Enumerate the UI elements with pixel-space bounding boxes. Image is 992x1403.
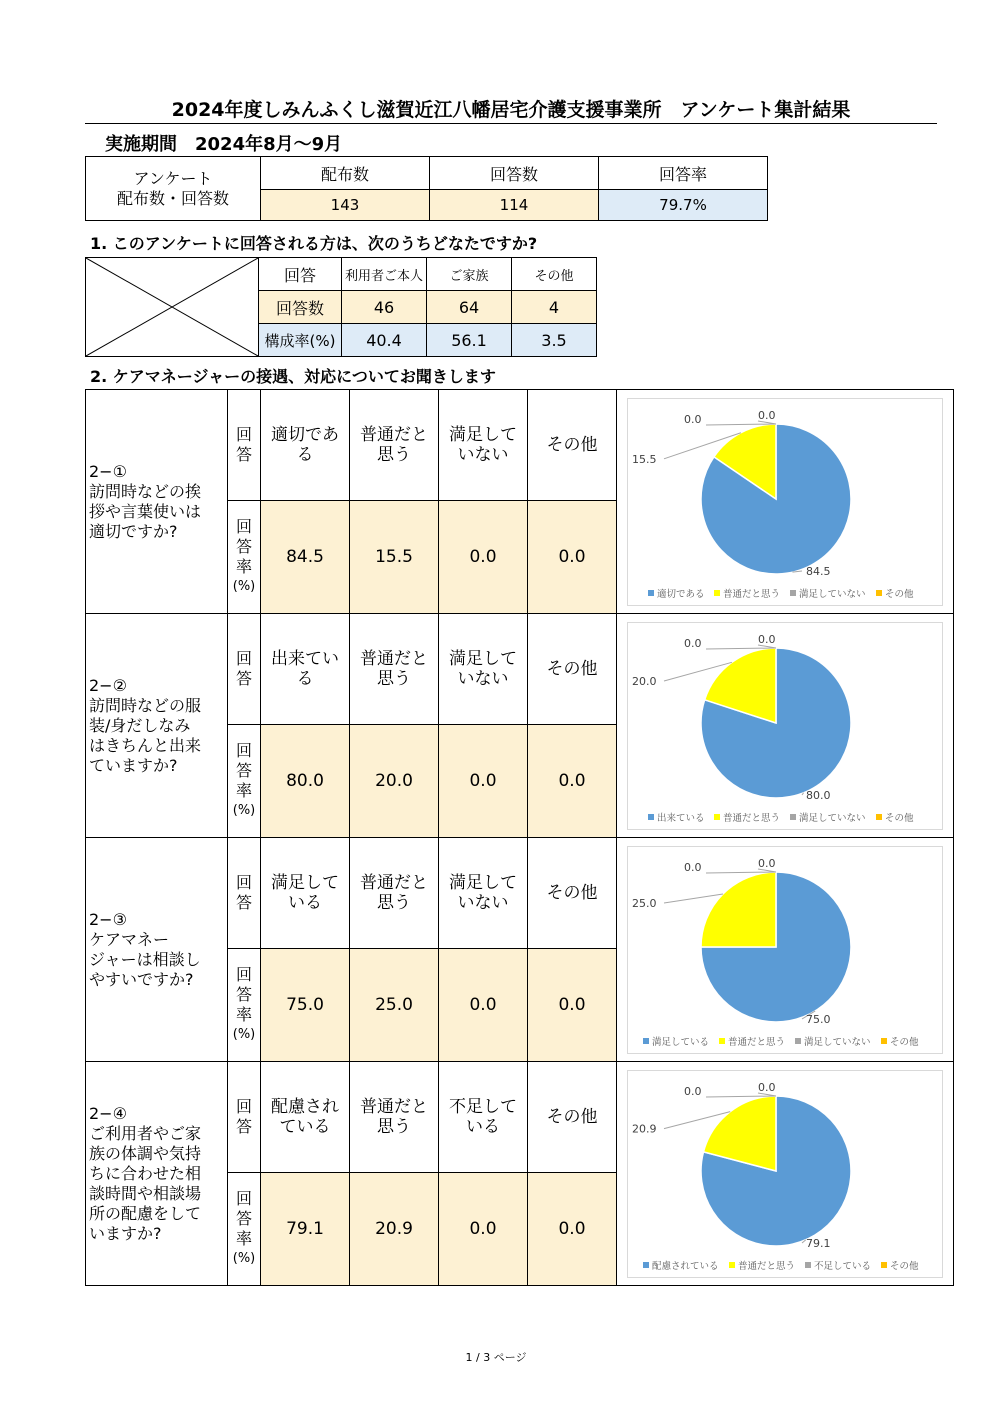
question-line: ケアマネー <box>89 929 170 949</box>
value-distributed: 143 <box>261 190 430 221</box>
rate-value: 20.9 <box>350 1173 439 1286</box>
data-label: 84.5 <box>806 564 831 578</box>
legend-swatch <box>805 1262 811 1268</box>
rate-label-line: 答 <box>235 537 252 556</box>
pie-slice <box>701 872 776 947</box>
option-text: 思う <box>377 893 411 913</box>
q1-table <box>85 257 597 357</box>
question-line: ちに合わせた相 <box>89 1163 202 1183</box>
header-response-rate: 回答率 <box>599 157 768 190</box>
q2-question-3 <box>86 838 228 1062</box>
answer-label-line: 答 <box>235 669 252 688</box>
data-label: 0.0 <box>684 1084 702 1098</box>
option-header <box>261 1062 350 1173</box>
legend-label: 出来ている <box>657 812 705 824</box>
option-header <box>528 1062 617 1173</box>
legend-swatch <box>729 1262 735 1268</box>
question-line: やすいですか? <box>89 969 194 989</box>
value-responses: 114 <box>430 190 599 221</box>
option-text: その他 <box>546 659 598 679</box>
data-label: 20.9 <box>632 1122 657 1136</box>
answer-label <box>228 838 261 949</box>
cross-mark-icon <box>86 258 258 356</box>
legend-label: 普通だと思う <box>723 588 781 600</box>
pie-chart-3 <box>627 846 943 1054</box>
option-header <box>439 838 528 949</box>
legend-label: 普通だと思う <box>728 1036 786 1048</box>
rate-value: 15.5 <box>350 501 439 614</box>
legend-swatch <box>790 814 796 820</box>
page-title: 2024年度しみんふくし滋賀近江八幡居宅介護支援事業所 アンケート集計結果 <box>171 99 851 121</box>
pie-chart-cell <box>617 390 954 614</box>
rate-value: 79.1 <box>261 1173 350 1286</box>
pie-chart-2 <box>627 622 943 830</box>
legend-label: 満足していない <box>804 1036 871 1048</box>
rate-value: 75.0 <box>261 949 350 1062</box>
rate-label <box>228 1173 261 1286</box>
page-footer: 1 / 3 ページ <box>465 1351 527 1364</box>
question-line: 所の配慮をして <box>89 1203 202 1223</box>
data-label: 0.0 <box>758 632 776 646</box>
rate-value: 0.0 <box>528 725 617 838</box>
data-label: 0.0 <box>758 1080 776 1094</box>
legend-label: 満足していない <box>799 588 866 600</box>
rate-label-line: 回 <box>235 1189 252 1208</box>
legend-label: 不足している <box>814 1260 872 1272</box>
q2-title: 2. ケアマネージャーの接遇、対応についてお聞きします <box>90 367 496 386</box>
leader-line <box>664 893 723 902</box>
question-line: 適切ですか? <box>89 521 178 541</box>
answer-label <box>228 390 261 501</box>
data-label: 15.5 <box>632 452 657 466</box>
data-label: 80.0 <box>806 788 831 802</box>
distribution-label-line1: アンケート <box>133 168 213 188</box>
q1-option-self: 利用者ご本人 <box>342 258 427 291</box>
question-line: 2−④ <box>89 1103 127 1123</box>
question-line: ていますか? <box>89 755 178 775</box>
legend-swatch <box>714 590 720 596</box>
title-divider <box>85 123 937 124</box>
legend-label: 普通だと思う <box>738 1260 796 1272</box>
legend-swatch <box>648 590 654 596</box>
rate-value: 0.0 <box>528 1173 617 1286</box>
question-line: 談時間や相談場 <box>89 1183 202 1203</box>
option-header <box>439 614 528 725</box>
question-line: 訪問時などの挨 <box>89 481 202 501</box>
option-header <box>261 838 350 949</box>
answer-label-line: 答 <box>235 445 252 464</box>
legend-swatch <box>795 1038 801 1044</box>
legend-swatch <box>881 1262 887 1268</box>
legend-label: 適切である <box>657 588 705 600</box>
data-label: 79.1 <box>806 1236 831 1250</box>
rate-label-line: 率 <box>235 557 252 576</box>
answer-label-line: 回 <box>235 873 252 892</box>
option-text: る <box>296 669 314 689</box>
rate-value: 0.0 <box>439 949 528 1062</box>
question-line: ジャーは相談し <box>89 949 201 969</box>
q1-rate-family: 56.1 <box>427 324 512 357</box>
legend-swatch <box>719 1038 725 1044</box>
option-header <box>261 614 350 725</box>
legend-label: その他 <box>885 588 914 600</box>
option-text: その他 <box>546 883 598 903</box>
rate-label-line: 答 <box>235 1209 252 1228</box>
option-header <box>350 838 439 949</box>
rate-unit: (%) <box>232 1027 256 1042</box>
answer-label <box>228 1062 261 1173</box>
question-line: いますか? <box>89 1223 162 1243</box>
q2-question-4 <box>86 1062 228 1286</box>
question-line: 2−③ <box>89 909 127 929</box>
option-text: 適切であ <box>271 425 339 445</box>
q1-option-family: ご家族 <box>427 258 512 291</box>
option-header <box>528 614 617 725</box>
legend-swatch <box>648 814 654 820</box>
option-text: 満足して <box>449 425 517 445</box>
question-line: 族の体調や気持 <box>89 1143 202 1163</box>
option-text: る <box>296 445 314 465</box>
option-text: 思う <box>377 445 411 465</box>
rate-label <box>228 725 261 838</box>
q1-header-label: 回答 <box>259 258 342 291</box>
rate-label-line: 答 <box>235 761 252 780</box>
data-label: 75.0 <box>806 1012 831 1026</box>
rate-label-line: 回 <box>235 965 252 984</box>
q1-rate-label: 構成率(%) <box>259 324 342 357</box>
data-label: 25.0 <box>632 896 657 910</box>
option-text: 思う <box>377 1117 411 1137</box>
option-text: その他 <box>546 435 598 455</box>
rate-label-line: 率 <box>235 781 252 800</box>
q1-rate-other: 3.5 <box>512 324 597 357</box>
option-text: 普通だと <box>360 873 428 893</box>
option-text: いる <box>466 1117 500 1137</box>
rate-label-line: 率 <box>235 1005 252 1024</box>
data-label: 0.0 <box>758 856 776 870</box>
rate-unit: (%) <box>232 579 256 594</box>
option-header <box>350 1062 439 1173</box>
option-text: いる <box>288 893 322 913</box>
option-text: 思う <box>377 669 411 689</box>
option-header <box>528 390 617 501</box>
q1-rate-self: 40.4 <box>342 324 427 357</box>
q2-question-1 <box>86 390 228 614</box>
data-label: 20.0 <box>632 674 657 688</box>
option-text: ている <box>279 1117 331 1137</box>
q2-question-2 <box>86 614 228 838</box>
legend-swatch <box>643 1262 649 1268</box>
answer-label-line: 回 <box>235 649 252 668</box>
distribution-table <box>85 156 768 221</box>
rate-value: 20.0 <box>350 725 439 838</box>
option-text: 出来てい <box>271 649 339 669</box>
rate-unit: (%) <box>232 803 256 818</box>
q1-count-self: 46 <box>342 291 427 324</box>
data-label: 0.0 <box>684 860 702 874</box>
answer-label-line: 答 <box>235 893 252 912</box>
pie-chart-1 <box>627 398 943 606</box>
rate-unit: (%) <box>232 1251 256 1266</box>
header-distributed: 配布数 <box>261 157 430 190</box>
rate-value: 0.0 <box>439 725 528 838</box>
legend-label: 満足している <box>652 1036 710 1048</box>
rate-value: 80.0 <box>261 725 350 838</box>
option-text: 普通だと <box>360 649 428 669</box>
option-text: 満足して <box>449 649 517 669</box>
question-line: 2−② <box>89 675 127 695</box>
rate-label <box>228 501 261 614</box>
q1-empty-cell <box>86 258 259 357</box>
data-label: 0.0 <box>758 408 776 422</box>
legend-swatch <box>876 590 882 596</box>
legend-label: その他 <box>890 1036 919 1048</box>
distribution-label-line2: 配布数・回答数 <box>116 188 229 208</box>
option-text: 普通だと <box>360 425 428 445</box>
option-text: 配慮され <box>271 1097 339 1117</box>
pie-chart-cell <box>617 614 954 838</box>
question-line: 装/身だしなみ <box>89 715 191 735</box>
rate-value: 25.0 <box>350 949 439 1062</box>
legend-swatch <box>876 814 882 820</box>
option-text: 満足して <box>271 873 339 893</box>
legend-label: 満足していない <box>799 812 866 824</box>
pie-chart-4 <box>627 1070 943 1278</box>
q1-option-other: その他 <box>512 258 597 291</box>
rate-value: 0.0 <box>439 1173 528 1286</box>
option-text: いない <box>457 445 509 465</box>
q1-count-other: 4 <box>512 291 597 324</box>
legend-swatch <box>714 814 720 820</box>
option-header <box>439 390 528 501</box>
answer-label-line: 答 <box>235 1117 252 1136</box>
option-header <box>528 838 617 949</box>
rate-value: 84.5 <box>261 501 350 614</box>
data-label: 0.0 <box>684 636 702 650</box>
data-label: 0.0 <box>684 412 702 426</box>
rate-label-line: 答 <box>235 985 252 1004</box>
rate-value: 0.0 <box>528 949 617 1062</box>
answer-label <box>228 614 261 725</box>
rate-label-line: 率 <box>235 1229 252 1248</box>
q1-title: 1. このアンケートに回答される方は、次のうちどなたですか? <box>90 234 538 253</box>
rate-value: 0.0 <box>528 501 617 614</box>
legend-swatch <box>790 590 796 596</box>
pie-chart-cell <box>617 838 954 1062</box>
option-header <box>350 390 439 501</box>
survey-period: 実施期間 2024年8月～9月 <box>105 134 343 155</box>
distribution-label <box>86 157 261 221</box>
legend-swatch <box>881 1038 887 1044</box>
option-text: その他 <box>546 1107 598 1127</box>
option-text: 満足して <box>449 873 517 893</box>
option-text: いない <box>457 893 509 913</box>
option-text: 不足して <box>449 1097 517 1117</box>
legend-label: その他 <box>885 812 914 824</box>
question-line: 拶や言葉使いは <box>89 501 202 521</box>
rate-label-line: 回 <box>235 517 252 536</box>
option-text: いない <box>457 669 509 689</box>
header-responses: 回答数 <box>430 157 599 190</box>
value-response-rate: 79.7% <box>599 190 768 221</box>
question-line: 2−① <box>89 461 127 481</box>
answer-label-line: 回 <box>235 425 252 444</box>
legend-label: その他 <box>890 1260 919 1272</box>
option-header <box>261 390 350 501</box>
q1-count-label: 回答数 <box>259 291 342 324</box>
rate-label <box>228 949 261 1062</box>
question-line: ご利用者やご家 <box>89 1123 202 1143</box>
rate-label-line: 回 <box>235 741 252 760</box>
question-line: 訪問時などの服 <box>89 695 202 715</box>
q1-count-family: 64 <box>427 291 512 324</box>
legend-label: 普通だと思う <box>723 812 781 824</box>
option-text: 普通だと <box>360 1097 428 1117</box>
option-header <box>439 1062 528 1173</box>
rate-value: 0.0 <box>439 501 528 614</box>
pie-chart-cell <box>617 1062 954 1286</box>
legend-label: 配慮されている <box>652 1260 719 1272</box>
q2-table <box>85 389 954 1286</box>
question-line: はきちんと出来 <box>89 735 202 755</box>
option-header <box>350 614 439 725</box>
answer-label-line: 回 <box>235 1097 252 1116</box>
legend-swatch <box>643 1038 649 1044</box>
